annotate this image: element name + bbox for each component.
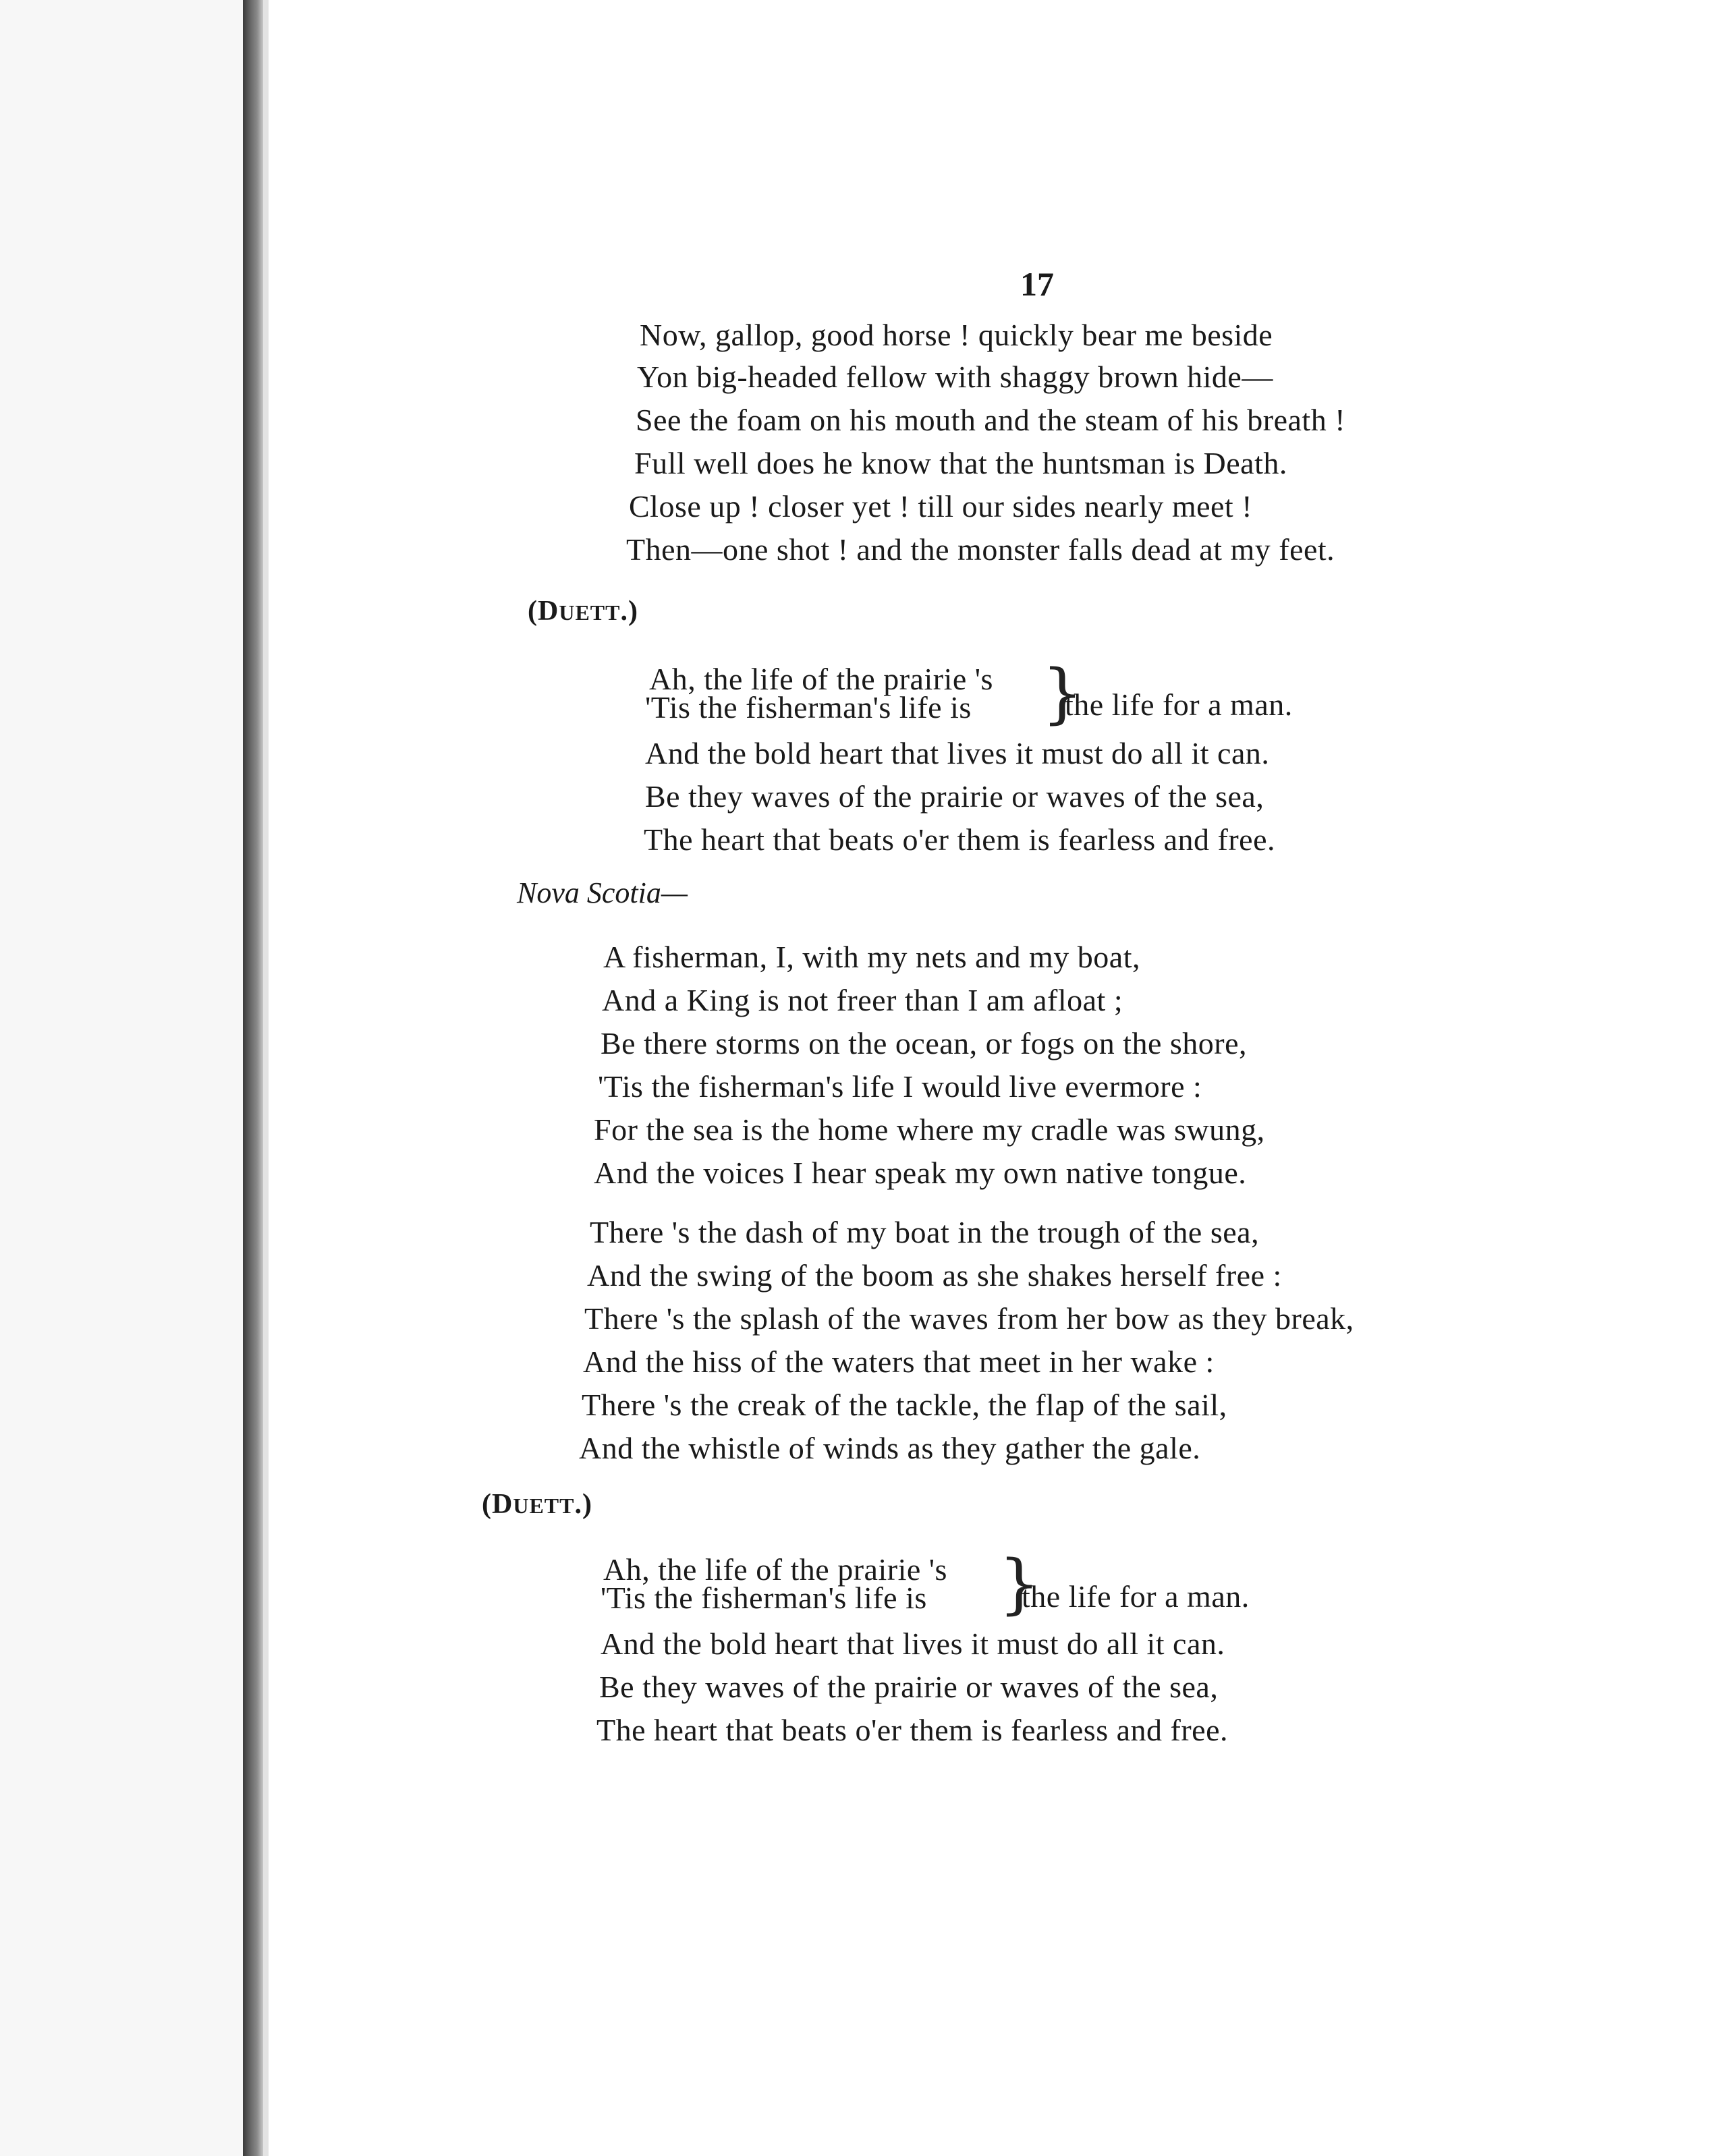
brace-line-prairie: Ah, the life of the prairie 's [649, 662, 993, 696]
verse-line: Close up ! closer yet ! till our sides nearly meet ! [629, 489, 1253, 523]
verse-line: Now, gallop, good horse ! quickly bear me beside [640, 318, 1273, 352]
duett-heading: (DUETT.) [482, 1489, 592, 1520]
verse-line: And the voices I hear speak my own native tongue. [594, 1156, 1247, 1190]
verse-line: There 's the splash of the waves from her bow as they break, [584, 1301, 1354, 1336]
brace-symbol: } [1042, 656, 1084, 731]
book-spine [243, 0, 263, 2156]
facing-page-edge [0, 0, 243, 2156]
duett-heading: (DUETT.) [528, 596, 638, 627]
verse-line: Full well does he know that the huntsman is Death. [634, 446, 1287, 480]
verse-line: And the swing of the boom as she shakes herself free : [587, 1258, 1282, 1293]
brace-line-fisherman: 'Tis the fisherman's life is [601, 1581, 927, 1615]
verse-line: Then—one shot ! and the monster falls dead at my feet. [626, 532, 1335, 567]
verse-line: Be they waves of the prairie or waves of the sea, [645, 779, 1264, 814]
verse-line: See the foam on his mouth and the steam of his breath ! [636, 403, 1346, 437]
verse-line: And the whistle of winds as they gather the gale. [579, 1431, 1201, 1465]
brace-common-text: the life for a man. [1065, 687, 1293, 722]
verse-line: And the bold heart that lives it must do all it can. [645, 736, 1270, 770]
brace-symbol: } [999, 1546, 1040, 1622]
verse-line: The heart that beats o'er them is fearless and free. [596, 1713, 1228, 1747]
verse-line: Be they waves of the prairie or waves of the sea, [599, 1670, 1219, 1704]
verse-line: Be there storms on the ocean, or fogs on the shore, [601, 1026, 1248, 1060]
brace-common-text: the life for a man. [1022, 1579, 1250, 1614]
verse-line: And the bold heart that lives it must do all it can. [601, 1626, 1225, 1661]
verse-line: There 's the dash of my boat in the trough of the sea, [590, 1215, 1260, 1249]
verse-line: Yon big-headed fellow with shaggy brown hide— [637, 360, 1273, 394]
brace-line-prairie: Ah, the life of the prairie 's [603, 1552, 947, 1587]
brace-line-fisherman: 'Tis the fisherman's life is [645, 690, 972, 725]
verse-line: 'Tis the fisherman's life I would live evermore : [598, 1069, 1202, 1104]
verse-line: And the hiss of the waters that meet in her wake : [583, 1344, 1215, 1379]
page-gutter [263, 0, 269, 2156]
verse-line: And a King is not freer than I am afloat ; [602, 983, 1123, 1017]
speaker-label: Nova Scotia— [517, 876, 688, 909]
verse-line: There 's the creak of the tackle, the flap of the sail, [582, 1388, 1227, 1422]
verse-line: For the sea is the home where my cradle was swung, [594, 1112, 1265, 1147]
verse-line: The heart that beats o'er them is fearless and free. [644, 822, 1275, 857]
verse-line: A fisherman, I, with my nets and my boat, [603, 940, 1140, 974]
page-number: 17 [1020, 265, 1054, 303]
